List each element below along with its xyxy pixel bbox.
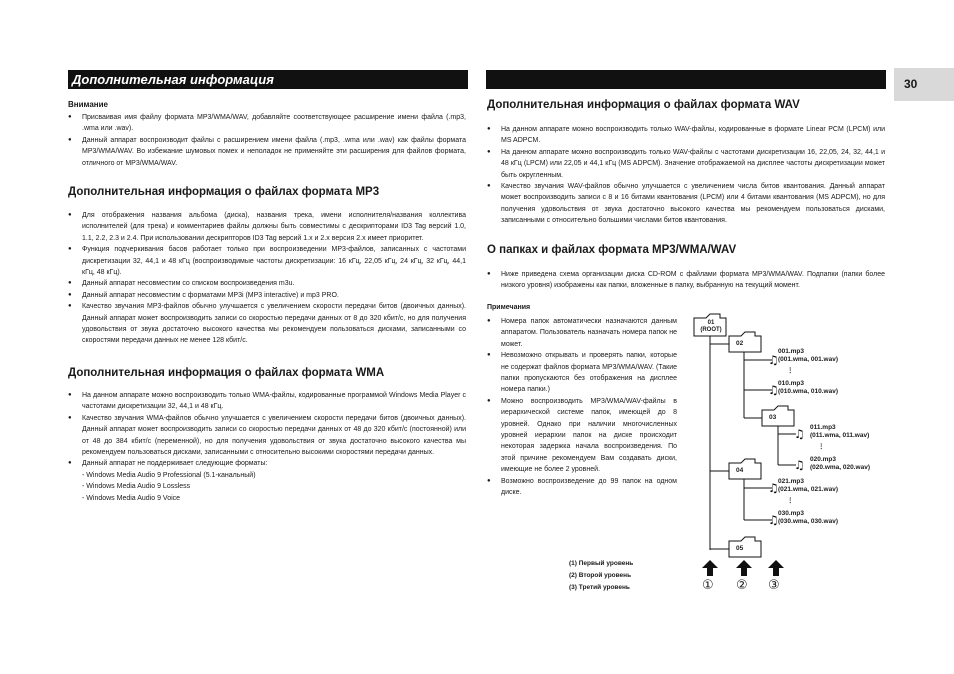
- file-name: 011.mp3: [810, 424, 836, 431]
- file-entry: [778, 478, 838, 494]
- music-note-icon: ♫: [768, 383, 779, 397]
- wav-heading: Дополнительная информация о файлах формата WAV: [487, 99, 800, 111]
- folder-label-04: 04: [736, 467, 744, 474]
- level-mark: ①: [702, 578, 714, 593]
- music-note-icon: ♫: [768, 513, 779, 527]
- music-note-icon: ♫: [768, 353, 779, 367]
- folder-label-02: 02: [736, 340, 744, 347]
- file-alt: (030.wma, 030.wav): [778, 518, 838, 525]
- file-alt: (010.wma, 010.wav): [778, 388, 838, 395]
- root-caption: (ROOT): [700, 327, 722, 333]
- file-alt: (020.wma, 020.wav): [810, 464, 870, 471]
- folder-label-05: 05: [736, 545, 744, 552]
- level-label: (2) Второй уровень: [569, 572, 632, 579]
- file-entry: [778, 348, 838, 364]
- root-folder-label: [696, 320, 726, 334]
- note-item: ● Номера папок автоматически назначаются данным аппаратом. Пользователь назначать номера папок не может.: [487, 316, 677, 350]
- level-legend: [569, 558, 633, 594]
- folder-icon: [729, 537, 761, 557]
- level-mark: ②: [736, 578, 748, 593]
- level-label: (1) Первый уровень: [569, 560, 634, 567]
- up-arrow-icon: [736, 560, 752, 576]
- folders-heading: О папках и файлах формата MP3/WMA/WAV: [487, 244, 737, 256]
- ellipsis: ⋮: [787, 367, 794, 374]
- wma-item: ● Качество звучания WMA-файлов обычно улучшается с увеличением скорости передачи битов (двоичных данных). Данный аппарат может воспроизводить записи со скоростью передачи данных от 48 до 320 кбит/с (постоянной) или от 48 до 384 кбит/с (переменной), но для получения удовольствия от звука достаточно высокого качества мы рекомендуем пользоваться дисками, записанными с относительно высокими скоростями передачи данных.: [68, 413, 466, 459]
- folder-tree-diagram: [680, 300, 890, 600]
- folders-list: [487, 269, 885, 292]
- file-name: 021.mp3: [778, 478, 805, 485]
- wav-item: ● Качество звучания WAV-файлов обычно улучшается с увеличением числа битов квантования. Данный аппарат может воспроизводить записи с 8 и 16 битами квантования (LPCM) или 4 битами квантования (MS ADPCM), но для получения удовольствия от звука достаточно высокого качества мы рекомендуем пользоваться дисками, записанными с относительно большими числами битов квантования.: [487, 181, 885, 227]
- up-arrow-icon: [768, 560, 784, 576]
- note-item: ● Можно воспроизводить MP3/WMA/WAV-файлы в иерархической системе папок, имеющей до 8 уровней. Однако при наличии многочисленных уровней иерархии папок на диске происходит некоторая задержка начала воспроизведения. По этой причине рекомендуем Вам создавать диски, имеющие не более 2 уровней.: [487, 396, 677, 476]
- mp3-heading: Дополнительная информация о файлах формата MP3: [68, 186, 380, 198]
- unsupported-format: - Windows Media Audio 9 Lossless: [82, 483, 191, 491]
- folder-icon: [729, 332, 761, 352]
- root-number: 01: [707, 320, 715, 326]
- file-alt: (021.wma, 021.wav): [778, 486, 838, 493]
- level-label: (3) Третий уровень: [569, 584, 630, 591]
- notes-heading: Примечания: [487, 304, 531, 311]
- mp3-item: ● Данный аппарат несовместим со списком воспроизведения m3u.: [68, 278, 466, 289]
- file-entry: [778, 380, 838, 396]
- file-entry: [810, 456, 870, 472]
- notes-list: [487, 316, 677, 499]
- wav-item: ● На данном аппарате можно воспроизводить только WAV-файлы, кодированные в формате Linear PCM (LPCM) или MS ADPCM.: [487, 124, 885, 147]
- ellipsis: ⋮: [818, 443, 825, 450]
- file-name: 010.mp3: [778, 380, 805, 387]
- music-note-icon: ♫: [794, 427, 805, 441]
- mp3-item: ● Функция подчеркивания басов работает только при воспроизведении MP3-файлов, записанных с частотами дискретизации 32, 44,1 и 48 кГц (воспроизводимые частоты дискретизации: 16 кГц, 22,05 кГц, 24 кГц, 32 кГц, 44,1 кГц, 48 кГц).: [68, 244, 466, 278]
- wma-item-text: Данный аппарат не поддерживает следующие форматы:: [82, 460, 268, 468]
- mp3-list: [68, 210, 466, 347]
- notice-item: ● Данный аппарат воспроизводит файлы с расширением имени файла (.mp3, .wma или .wav) как файлы формата MP3/WMA/WAV. Во избежание шумовых помех и неполадок не применяйте эти расширения для файлов формата, отличного от MP3/WMA/WAV.: [68, 135, 466, 169]
- level-mark: ③: [768, 578, 780, 593]
- section-title: Дополнительная информация: [72, 72, 274, 87]
- left-section-band: [68, 70, 468, 89]
- music-note-icon: ♫: [794, 458, 805, 472]
- file-name: 001.mp3: [778, 348, 805, 355]
- file-entry: [778, 510, 838, 526]
- mp3-item: ● Качество звучания MP3-файлов обычно улучшается с увеличением скорости передачи битов (двоичных данных). Данный аппарат может воспроизводить записи со скоростью передачи данных от 8 до 320 кбит/с, но для получения удовольствия от звука достаточно высокого качества мы рекомендуем пользоваться дисками, записанными со скоростями передачи данных не менее 128 кбит/с.: [68, 301, 466, 347]
- wav-item: ● На данном аппарате можно воспроизводить только WAV-файлы с частотами дискретизации 16, 22,05, 24, 32, 44,1 и 48 кГц (LPCM) или 22,05 и 44,1 кГц (MS ADPCM). Значение отображаемой на дисплее частоты дискретизации может быть округленным.: [487, 147, 885, 181]
- ellipsis: ⋮: [787, 497, 794, 504]
- file-alt: (011.wma, 011.wav): [810, 432, 870, 439]
- file-name: 030.mp3: [778, 510, 805, 517]
- folder-icon: [729, 459, 761, 479]
- up-arrow-icon: [702, 560, 718, 576]
- wav-list: [487, 124, 885, 227]
- file-alt: (001.wma, 001.wav): [778, 356, 838, 363]
- wma-list: [68, 390, 466, 504]
- unsupported-format: - Windows Media Audio 9 Professional (5.1-канальный): [82, 471, 256, 479]
- wma-item: [68, 458, 466, 504]
- music-note-icon: ♫: [768, 481, 779, 495]
- mp3-item: ● Для отображения названия альбома (диска), названия трека, имени исполнителя/названия коллектива исполнителей (для трека) и комментариев файлы должны быть совместимы с дескрипторами ID3 Tag версий 1.0, 1.1, 2.2, 2.3 и 2.4. При использовании дескрипторов ID3 Tag версий 1.x и 2.x версия 2.x имеет приоритет.: [68, 210, 466, 244]
- right-section-band: [486, 70, 886, 89]
- file-name: 020.mp3: [810, 456, 837, 463]
- unsupported-format: - Windows Media Audio 9 Voice: [82, 494, 181, 502]
- file-entry: [810, 424, 869, 440]
- wma-item: ● На данном аппарате можно воспроизводить только WMA-файлы, кодированные программой Windows Media Player с частотами дискретизации 32, 44,1 и 48 кГц.: [68, 390, 466, 413]
- notice-heading: Внимание: [68, 100, 108, 109]
- notice-item: ● Присваивая имя файлу формата MP3/WMA/WAV, добавляйте соответствующее расширение имени файла (.mp3, .wma или .wav).: [68, 112, 466, 135]
- mp3-item: ● Данный аппарат несовместим с форматами MP3i (MP3 interactive) и mp3 PRO.: [68, 290, 466, 301]
- note-item: ● Возможно воспроизведение до 99 папок на одном диске.: [487, 476, 677, 499]
- folders-item: ● Ниже приведена схема организации диска CD-ROM с файлами формата MP3/WMA/WAV. Подпапки (папки более низкого уровня) изображены как папки, вложенные в папку, выбранную на текущий момент.: [487, 269, 885, 292]
- notice-list: [68, 112, 466, 169]
- note-item: ● Невозможно открывать и проверять папки, которые не содержат файлов формата MP3/WMA/WAV. (Такие папки пропускаются без отображения на дисплее номера папки.): [487, 350, 677, 396]
- folder-label-03: 03: [769, 414, 777, 421]
- page-number: 30: [894, 68, 954, 101]
- wma-heading: Дополнительная информация о файлах формата WMA: [68, 367, 385, 379]
- folder-icon: [762, 406, 794, 426]
